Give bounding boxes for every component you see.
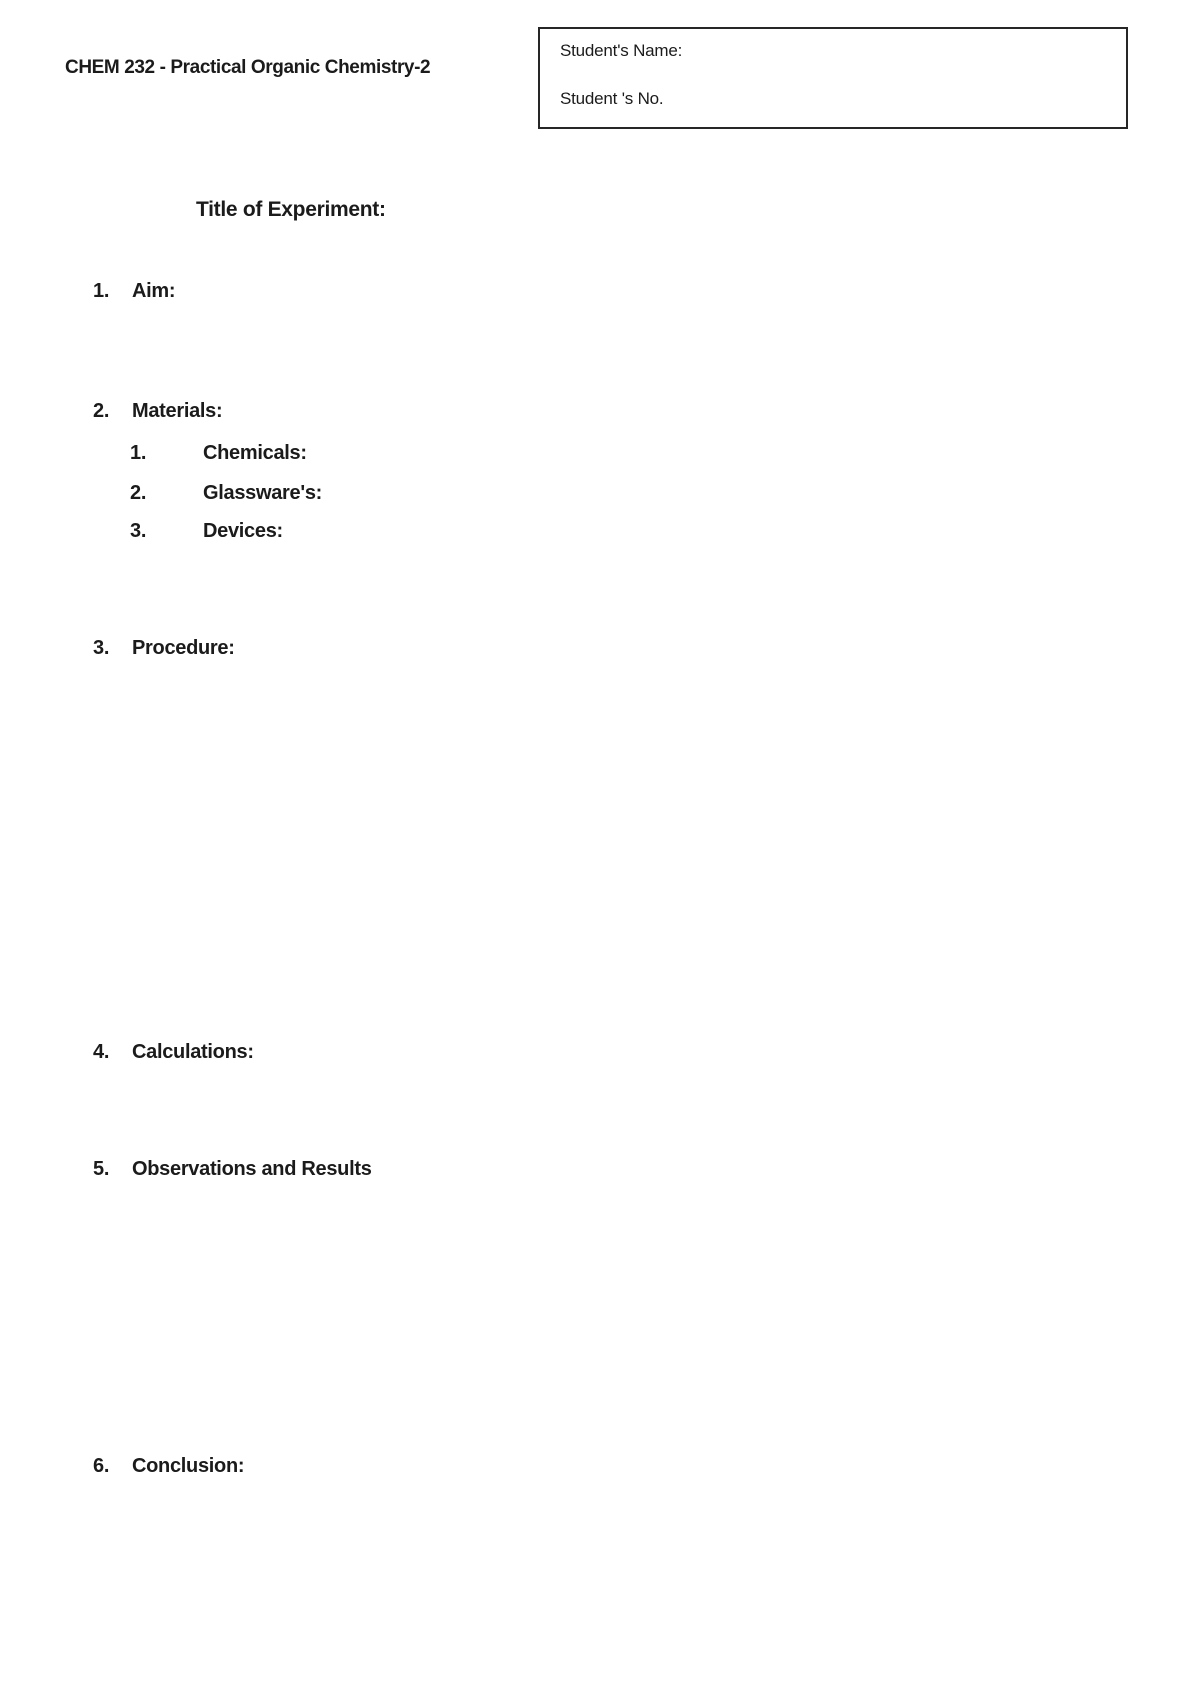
subsection-chemicals	[130, 440, 307, 467]
student-info-box	[538, 27, 1128, 129]
experiment-title-heading: Title of Experiment:	[196, 198, 386, 221]
section-label: Conclusion:	[132, 1455, 245, 1477]
section-label: Observations and Results	[132, 1158, 372, 1180]
section-number: 6.	[93, 1455, 110, 1477]
section-conclusion	[93, 1453, 244, 1480]
subsection-number: 2.	[130, 482, 147, 504]
section-label: Calculations:	[132, 1041, 254, 1063]
course-title: CHEM 232 - Practical Organic Chemistry-2	[65, 57, 431, 78]
subsection-devices	[130, 518, 283, 545]
section-number: 2.	[93, 400, 110, 422]
subsection-label: Devices:	[203, 520, 283, 542]
section-procedure	[93, 635, 235, 662]
section-number: 5.	[93, 1158, 110, 1180]
subsection-number: 1.	[130, 442, 147, 464]
subsection-label: Chemicals:	[203, 442, 307, 464]
section-aim	[93, 278, 175, 305]
subsection-label: Glassware's:	[203, 482, 323, 504]
section-label: Materials:	[132, 400, 223, 422]
section-label: Aim:	[132, 280, 176, 302]
subsection-number: 3.	[130, 520, 147, 542]
section-number: 4.	[93, 1041, 110, 1063]
section-calculations	[93, 1039, 254, 1066]
section-number: 1.	[93, 280, 110, 302]
subsection-glasswares	[130, 480, 322, 507]
section-label: Procedure:	[132, 637, 235, 659]
student-name-label: Student's Name:	[560, 41, 683, 60]
student-number-label: Student 's No.	[560, 89, 664, 108]
section-number: 3.	[93, 637, 110, 659]
section-materials	[93, 398, 222, 425]
section-observations-results	[93, 1156, 372, 1183]
